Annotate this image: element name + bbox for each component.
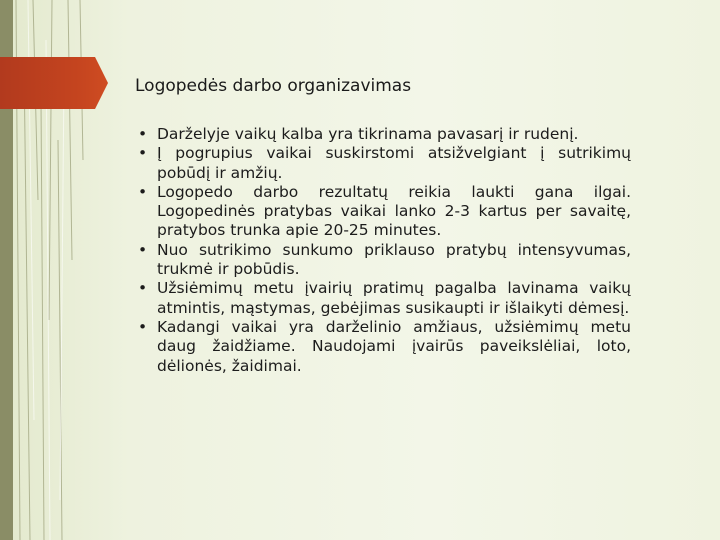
bullet-marker: • [138, 125, 148, 143]
bullet-item [134, 183, 631, 241]
bullet-text: Nuo sutrikimo sunkumo priklauso pratybų intensyvumas, trukmė ir pobūdis. [157, 240, 631, 279]
bullet-item [134, 125, 631, 144]
bullet-marker: • [138, 279, 148, 298]
slide-title: Logopedės darbo organizavimas [135, 76, 412, 96]
bullet-text: Kadangi vaikai yra darželinio amžiaus, užsiėmimų metu daug žaidžiame. Naudojami įvairūs paveikslėliai, loto, dėlionės, žaidimai. [157, 317, 631, 375]
bullet-text: Užsiėmimų metu įvairių pratimų pagalba lavinama vaikų atmintis, mąstymas, gebėjimas susikaupti ir išlaikyti dėmesį. [157, 279, 631, 317]
bullet-marker: • [138, 182, 148, 201]
bullet-marker: • [138, 317, 148, 336]
bullet-item [134, 241, 631, 280]
bullet-text: Į pogrupius vaikai suskirstomi atsižvelgiant į sutrikimų pobūdį ir amžių. [157, 144, 631, 182]
bullet-item [134, 318, 631, 376]
bullet-item [134, 144, 631, 183]
bullet-marker: • [138, 240, 148, 259]
bullet-list [134, 125, 631, 376]
bullet-text: Darželyje vaikų kalba yra tikrinama pavasarį ir rudenį. [157, 125, 579, 143]
bullet-item [134, 279, 631, 318]
bullet-text: Logopedo darbo rezultatų reikia laukti gana ilgai. Logopedinės pratybas vaikai lanko 2-3 kartus per savaitę, pratybos trunka apie 20-25 minutes. [157, 182, 631, 240]
accent-tab [0, 57, 108, 109]
bullet-marker: • [138, 144, 148, 163]
